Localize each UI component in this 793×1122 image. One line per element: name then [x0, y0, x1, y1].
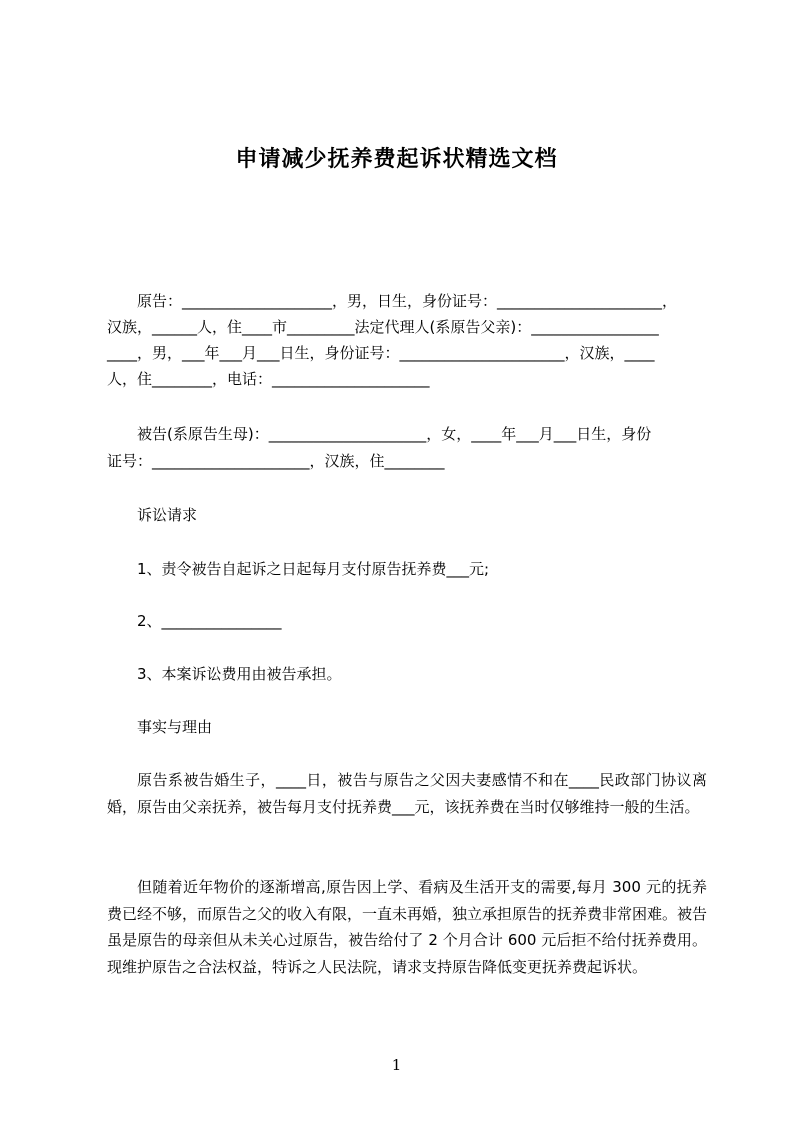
plaintiff-line-2: 汉族，______人，住____市_________法定代理人(系原告父亲)：_________________: [107, 318, 659, 336]
document-title: 申请减少抚养费起诉状精选文档: [235, 147, 558, 172]
claim-item-1: 1、责令被告自起诉之日起每月支付原告抚养费___元;: [137, 560, 490, 578]
facts-paragraph-1: 原告系被告婚生子，____日，被告与原告之父因夫妻感情不和在____民政部门协议离婚，原告由父亲抚养，被告每月支付抚养费___元，该抚养费在当时仅够维持一般的生活。: [107, 771, 707, 816]
defendant-line-1: 被告(系原告生母)：_____________________，女，____年___月___日生，身份: [137, 425, 652, 443]
defendant-line-2: 证号：_____________________，汉族，住________: [107, 452, 445, 470]
claims-heading: 诉讼请求: [137, 506, 198, 524]
facts-heading: 事实与理由: [137, 718, 213, 736]
claim-item-3: 3、本案诉讼费用由被告承担。: [137, 665, 342, 683]
page-number: 1: [391, 1056, 402, 1074]
facts-paragraph-2: 但随着近年物价的逐渐增高,原告因上学、看病及生活开支的需要,每月 300 元的抚养费已经不够，而原告之父的收入有限，一直未再婚，独立承担原告的抚养费非常困难。被告虽是原告的母亲但从未关心过原告，被告给付了 2 个月合计 600 元后拒不给付抚养费用。现维护原告之合法权益，特诉之人民法院，请求支持原告降低变更抚养费起诉状。: [107, 878, 708, 976]
claim-item-2: 2、________________: [137, 612, 282, 630]
plaintiff-line-1: 原告：____________________，男，日生，身份证号：______________________，: [137, 292, 678, 310]
plaintiff-line-3: ____，男，___年___月___日生，身份证号：______________________，汉族，____: [107, 344, 655, 362]
plaintiff-line-4: 人，住________，电话：_____________________: [107, 370, 430, 388]
